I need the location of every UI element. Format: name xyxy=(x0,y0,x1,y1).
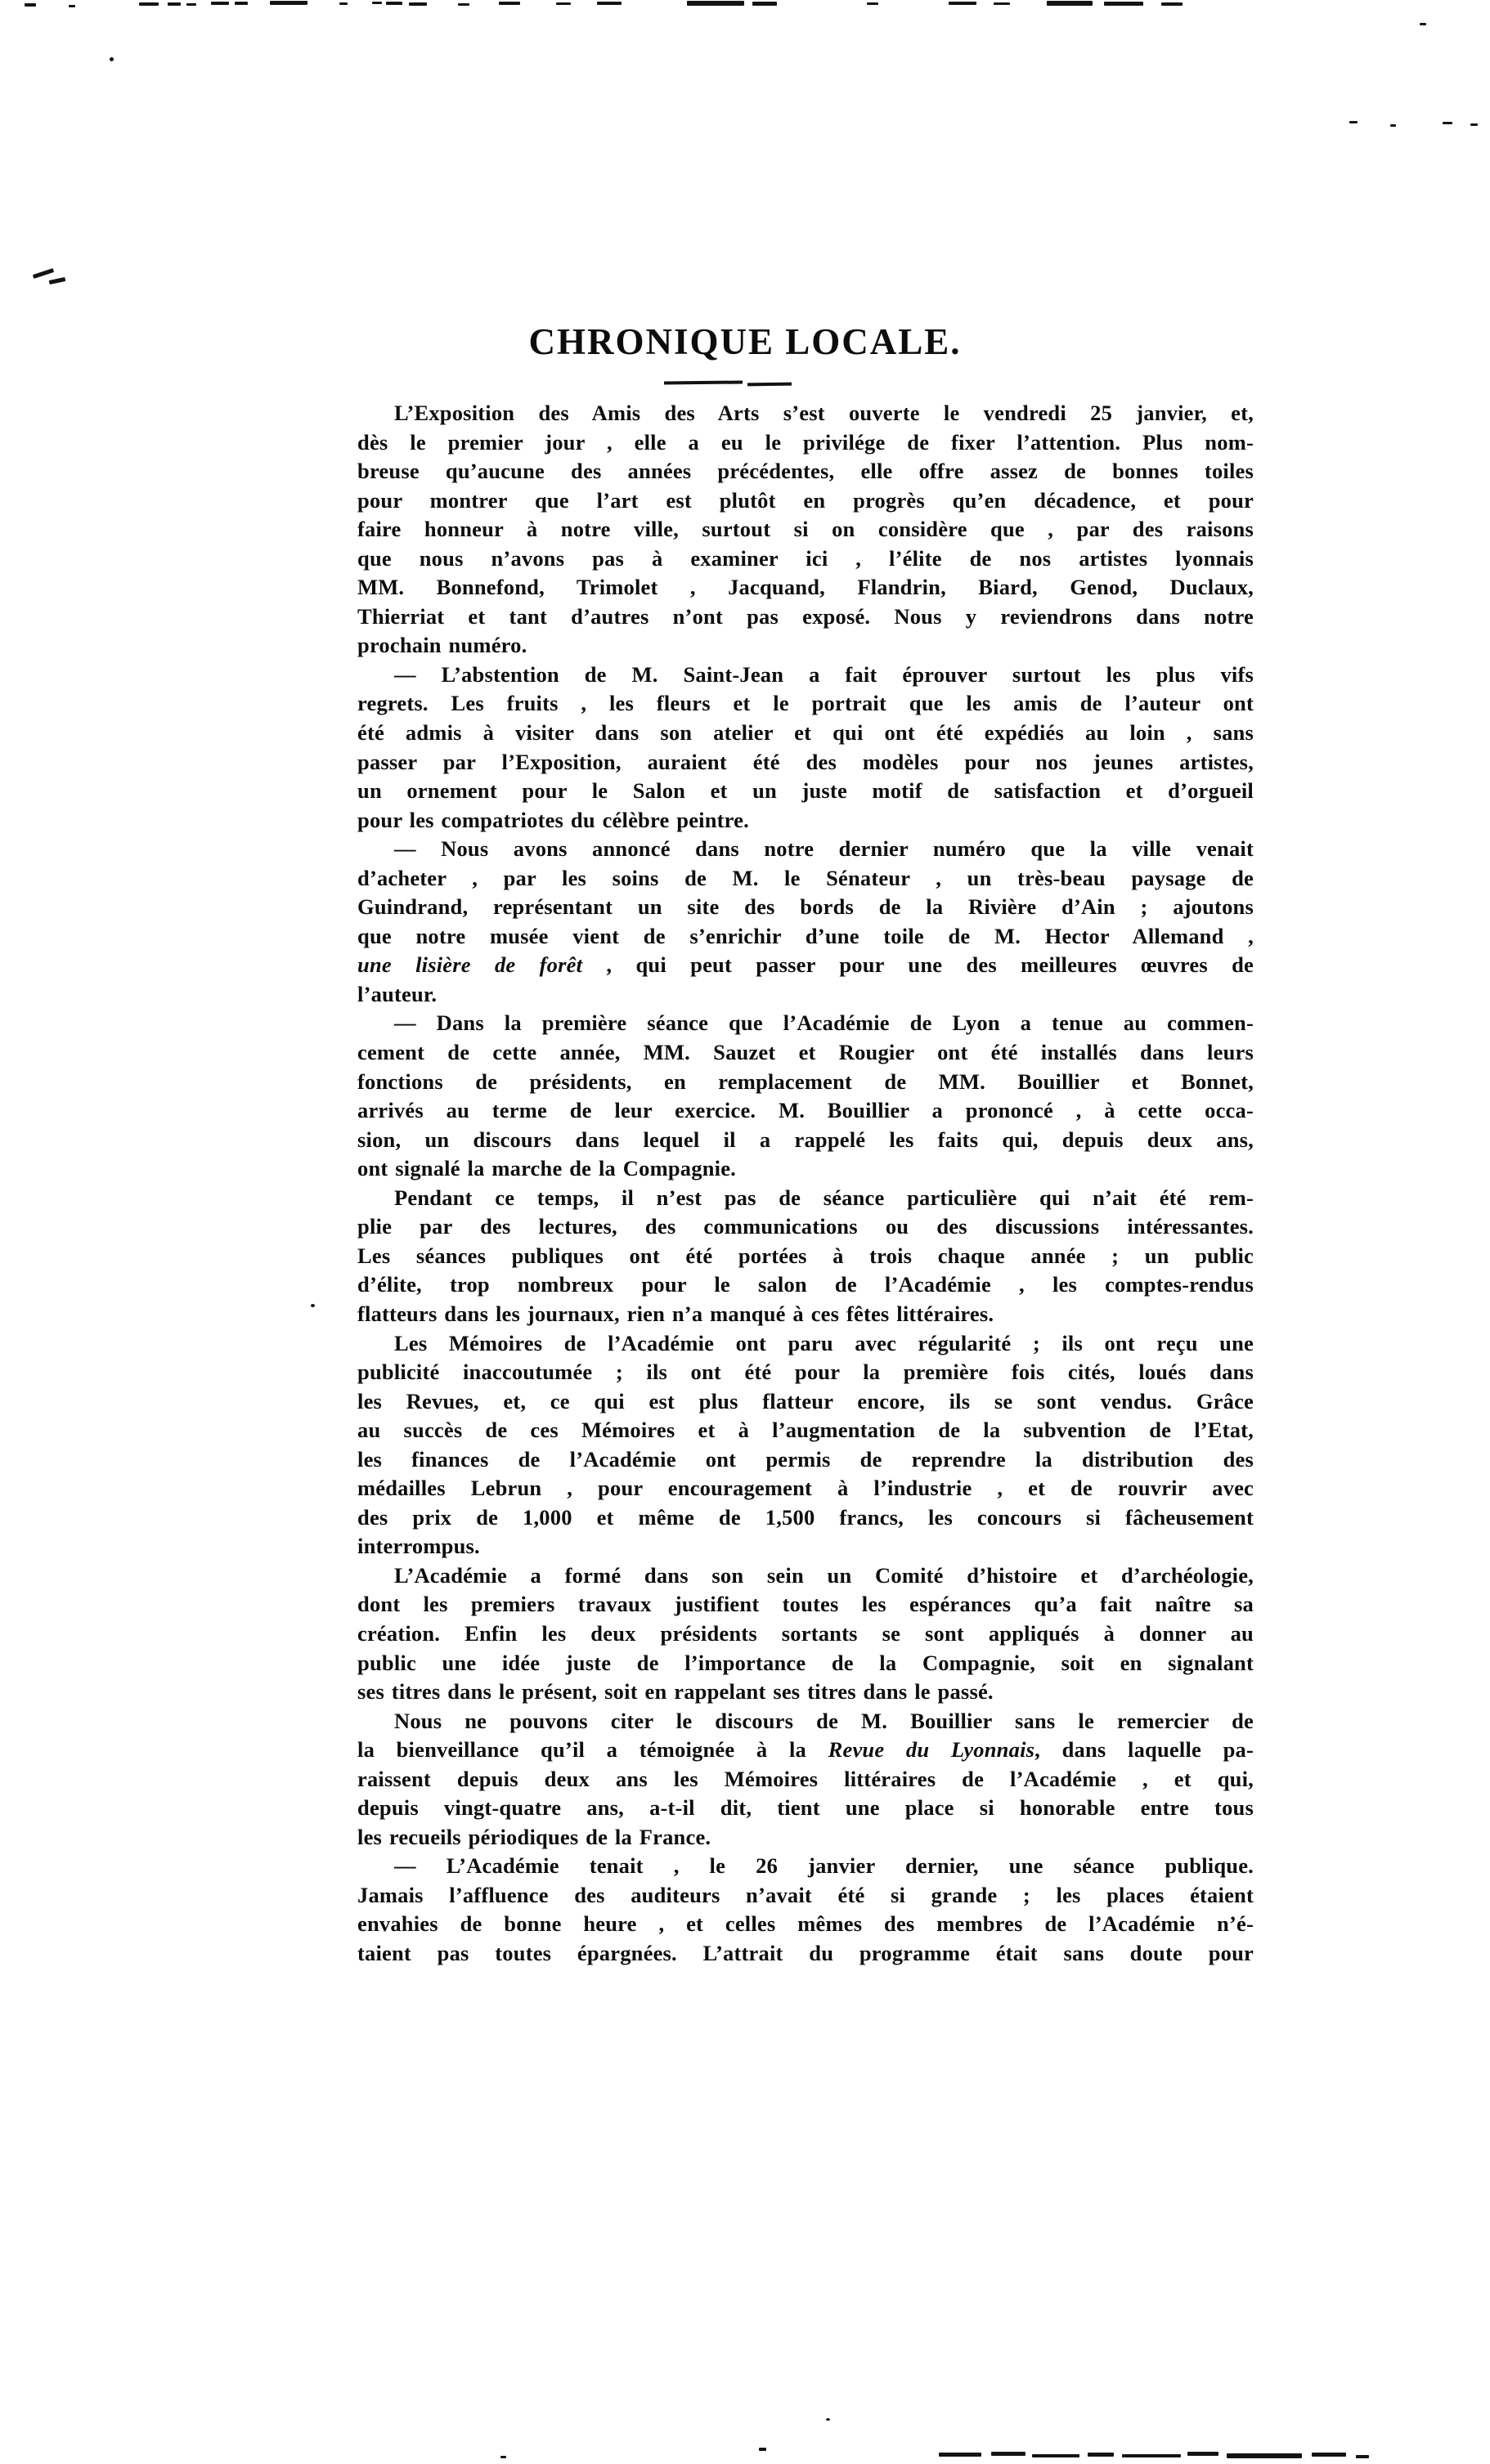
text-line: — L’Académie tenait , le 26 janvier dernier, une séance publique. xyxy=(394,1853,1254,1879)
text-line: fonctions de présidents, en remplacement de MM. Bouillier et Bonnet, xyxy=(357,1068,1254,1094)
text-line: raissent depuis deux ans les Mémoires littéraires de l’Académie , et qui, xyxy=(357,1766,1254,1791)
text-segment: , qui peut passer pour une des meilleures œuvres de xyxy=(582,952,1254,978)
italic-text: une lisière de forêt xyxy=(357,952,583,978)
scan-artifact xyxy=(270,1,307,5)
text-line: publicité inaccoutumée ; ils ont été pour la première fois cités, loués dans xyxy=(357,1360,1254,1385)
text-line: public une idée juste de l’importance de la Compagnie, soit en signalant xyxy=(357,1650,1254,1675)
scan-artifact xyxy=(1104,2,1143,6)
scan-artifact xyxy=(499,2,520,5)
paragraph xyxy=(357,661,1254,835)
scan-artifact xyxy=(991,2452,1025,2456)
scan-artifact xyxy=(235,2,248,5)
text-line: au succès de ces Mémoires et à l’augmentation de la subvention de l’Etat, xyxy=(357,1418,1254,1443)
paragraph xyxy=(357,1707,1254,1852)
paragraph xyxy=(357,1329,1254,1561)
text-line: L’Exposition des Amis des Arts s’est ouverte le vendredi 25 janvier, et, xyxy=(394,401,1254,425)
scan-artifact xyxy=(1420,23,1426,25)
scan-artifact xyxy=(372,2,382,4)
scan-artifact xyxy=(687,1,744,6)
scan-artifact xyxy=(1047,1,1093,6)
text-line: plie par des lectures, des communications ou des discussions intéressantes. xyxy=(357,1214,1254,1239)
scan-artifact xyxy=(1122,2454,1181,2457)
paragraph xyxy=(357,1009,1254,1183)
text-line: MM. Bonnefond, Trimolet , Jacquand, Flandrin, Biard, Genod, Duclaux, xyxy=(357,575,1254,600)
text-line: médailles Lebrun , pour encouragement à l’industrie , et de rouvrir avec xyxy=(357,1476,1254,1501)
scan-artifact xyxy=(1443,122,1452,124)
text-line: arrivés au terme de leur exercice. M. Bouillier a prononcé , à cette occa- xyxy=(357,1098,1254,1123)
scan-artifact xyxy=(25,3,36,7)
text-line: Guindrand, représentant un site des bords de la Rivière d’Ain ; ajoutons xyxy=(357,894,1254,920)
text-line: l’auteur. xyxy=(357,981,438,1006)
scan-artifact xyxy=(759,2448,766,2451)
text-line: L’Académie a formé dans son sein un Comité d’histoire et d’archéologie, xyxy=(394,1562,1254,1588)
paragraph xyxy=(357,1184,1254,1329)
scan-artifact xyxy=(339,2,348,5)
text-line: prochain numéro. xyxy=(357,633,527,658)
italic-text: Revue du Lyonnais xyxy=(828,1737,1035,1763)
scan-artifact xyxy=(139,2,159,6)
text-line: flatteurs dans les journaux, rien n’a manqué à ces fêtes littéraires. xyxy=(357,1301,994,1326)
text-line: les recueils périodiques de la France. xyxy=(357,1824,711,1849)
text-line: dès le premier jour , elle a eu le privilége de fixer l’attention. Plus nom- xyxy=(357,429,1254,455)
scan-artifact xyxy=(458,3,469,6)
text-line: dont les premiers travaux justifient toutes les espérances qu’a fait naître sa xyxy=(357,1592,1254,1617)
scan-artifact xyxy=(867,2,878,5)
scan-artifact xyxy=(211,2,229,5)
text-line: un ornement pour le Salon et un juste motif de satisfaction et d’orgueil xyxy=(357,778,1254,804)
text-line: passer par l’Exposition, auraient été des modèles pour nos jeunes artistes, xyxy=(357,749,1254,774)
scan-artifact xyxy=(49,277,66,284)
text-line: les Revues, et, ce qui est plus flatteur encore, ils se sont vendus. Grâce xyxy=(357,1388,1254,1413)
text-line: Nous ne pouvons citer le discours de M. Bouillier sans le remercier de xyxy=(394,1708,1254,1733)
text-line: breuse qu’aucune des années précédentes, elle offre assez de bonnes toiles xyxy=(357,459,1254,484)
text-line: Thierriat et tant d’autres n’ont pas exposé. Nous y reviendrons dans notre xyxy=(357,603,1254,629)
scan-artifact xyxy=(311,1304,315,1307)
text-line: — Dans la première séance que l’Académie de Lyon a tenue au commen- xyxy=(394,1010,1254,1036)
scan-artifact xyxy=(826,2418,830,2421)
body-text xyxy=(357,399,1254,1969)
scan-artifact xyxy=(597,2,622,5)
text-line: été admis à visiter dans son atelier et qui ont été expédiés au loin , sans xyxy=(357,720,1254,746)
page-title: CHRONIQUE LOCALE. xyxy=(528,321,962,362)
scan-artifact xyxy=(33,268,54,279)
text-line: des prix de 1,000 et même de 1,500 francs, les concours si fâcheusement xyxy=(357,1504,1254,1530)
paragraph xyxy=(357,399,1254,661)
text-line: pour montrer que l’art est plutôt en progrès qu’en décadence, et pour xyxy=(357,487,1254,513)
scan-artifact xyxy=(752,2,777,6)
paragraph xyxy=(357,835,1254,1009)
text-line: depuis vingt-quatre ans, a-t-il dit, tient une place si honorable entre tous xyxy=(357,1795,1254,1821)
text-line xyxy=(357,1736,1254,1765)
text-line: d’élite, trop nombreux pour le salon de l’Académie , les comptes-rendus xyxy=(357,1272,1254,1297)
scan-artifact xyxy=(949,2,976,5)
scan-artifact xyxy=(1390,124,1396,127)
scan-artifact xyxy=(168,2,181,6)
text-line: ses titres dans le présent, soit en rappelant ses titres dans le passé. xyxy=(357,1679,994,1705)
text-line: Les Mémoires de l’Académie ont paru avec régularité ; ils ont reçu une xyxy=(394,1330,1254,1355)
scan-artifact xyxy=(186,3,196,6)
scan-artifact xyxy=(386,2,402,5)
text-line: sion, un discours dans lequel il a rappelé les faits qui, depuis deux ans, xyxy=(357,1127,1254,1152)
text-line: Jamais l’affluence des auditeurs n’avait été si grande ; les places étaient xyxy=(357,1882,1254,1907)
scan-artifact xyxy=(1227,2453,1302,2458)
text-line: Les séances publiques ont été portées à trois chaque année ; un public xyxy=(357,1243,1254,1268)
text-line: création. Enfin les deux présidents sortants se sont appliqués à donner au xyxy=(357,1620,1254,1646)
text-line: pour les compatriotes du célèbre peintre. xyxy=(357,807,749,832)
scan-artifact xyxy=(939,2453,981,2457)
scan-artifact xyxy=(1349,121,1358,123)
scan-artifact xyxy=(500,2456,506,2458)
text-line: interrompus. xyxy=(357,1534,480,1559)
text-line: que nous n’avons pas à examiner ici , l’élite de nos artistes lyonnais xyxy=(357,545,1254,571)
text-line: envahies de bonne heure , et celles mêmes des membres de l’Académie n’é- xyxy=(357,1911,1254,1937)
scan-artifact xyxy=(1187,2452,1218,2456)
title-rule xyxy=(664,380,743,384)
scan-artifact xyxy=(69,5,75,7)
text-line: que notre musée vient de s’enrichir d’une toile de M. Hector Allemand , xyxy=(357,923,1254,948)
scan-artifact xyxy=(1312,2453,1346,2457)
title-rule xyxy=(747,383,792,387)
text-line: regrets. Les fruits , les fleurs et le portrait que les amis de l’auteur ont xyxy=(357,691,1254,716)
text-line: faire honneur à notre ville, surtout si on considère que , par des raisons xyxy=(357,517,1254,542)
text-segment: , dans laquelle pa- xyxy=(1034,1737,1254,1763)
text-line: taient pas toutes épargnées. L’attrait du programme était sans doute pour xyxy=(357,1940,1254,1965)
text-line: — L’abstention de M. Saint-Jean a fait éprouver surtout les plus vifs xyxy=(394,661,1254,687)
scan-artifact xyxy=(1088,2453,1114,2457)
paragraph xyxy=(357,1561,1254,1707)
scan-artifact xyxy=(994,2,1010,5)
text-line: — Nous avons annoncé dans notre dernier numéro que la ville venait xyxy=(394,836,1254,862)
scan-artifact xyxy=(1470,123,1478,126)
text-line: d’acheter , par les soins de M. le Sénateur , un très-beau paysage de xyxy=(357,865,1254,890)
scan-artifact xyxy=(1032,2454,1079,2457)
text-line: Pendant ce temps, il n’est pas de séance particulière qui n’ait été rem- xyxy=(394,1185,1254,1210)
text-segment: la bienveillance qu’il a témoignée à la xyxy=(357,1737,828,1763)
text-line xyxy=(357,951,1254,980)
paragraph xyxy=(357,1852,1254,1968)
scan-artifact xyxy=(1356,2455,1369,2458)
text-line: cement de cette année, MM. Sauzet et Rougier ont été installés dans leurs xyxy=(357,1040,1254,1065)
scan-artifact xyxy=(110,57,114,61)
text-line: ont signalé la marche de la Compagnie. xyxy=(357,1156,736,1181)
scan-artifact xyxy=(1161,2,1183,6)
scan-artifact xyxy=(556,2,571,5)
text-line: les finances de l’Académie ont permis de reprendre la distribution des xyxy=(357,1446,1254,1472)
scan-artifact xyxy=(409,2,427,6)
